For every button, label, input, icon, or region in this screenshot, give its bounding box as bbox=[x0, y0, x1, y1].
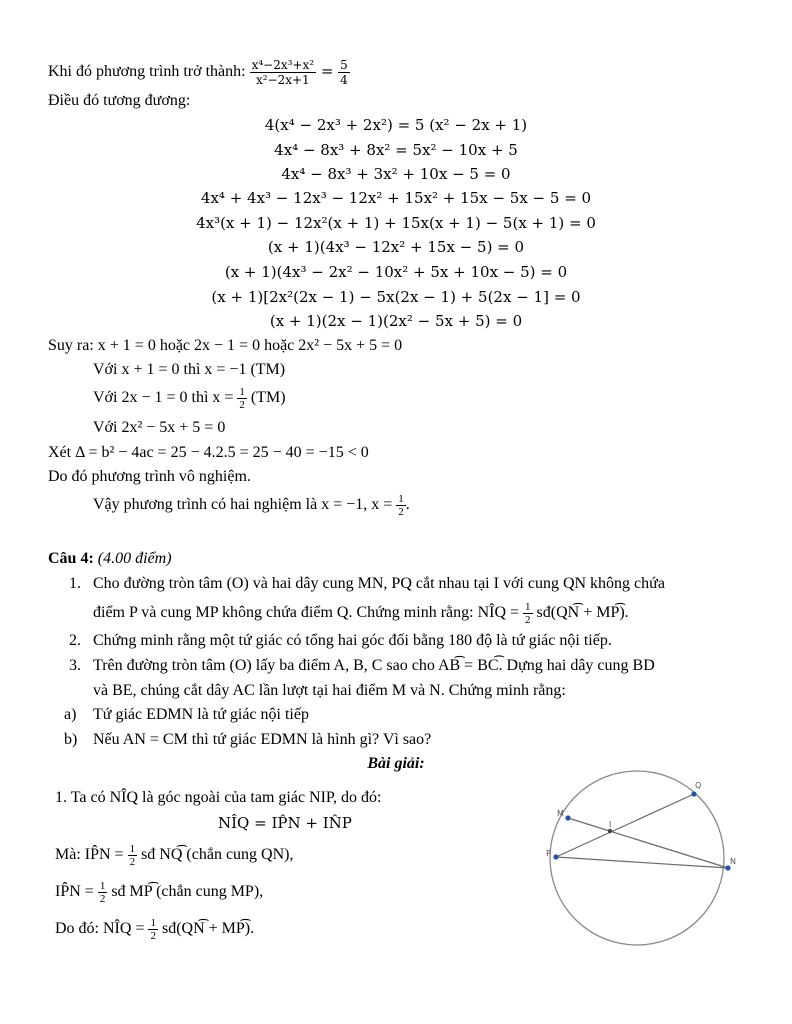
label-p: P bbox=[546, 849, 551, 858]
solution-line-4 bbox=[55, 880, 263, 905]
case-3: Với 2x² − 5x + 5 = 0 bbox=[93, 419, 226, 436]
label-q: Q bbox=[695, 781, 702, 790]
half-den: 2 bbox=[99, 893, 106, 905]
step-4: 4x⁴ + 4x³ − 12x³ − 12x² + 15x² + 15x − 5x − 5 = 0 bbox=[200, 189, 592, 207]
case-1: Với x + 1 = 0 thì x = −1 (TM) bbox=[93, 361, 286, 378]
intro-fraction bbox=[250, 58, 316, 87]
delta-line: Xét Δ = b² − 4ac = 25 − 4.2.5 = 25 − 40 = −15 < 0 bbox=[48, 444, 369, 461]
solution-line-5-tail: sđ(QN͡ + MP͡). bbox=[157, 920, 255, 938]
conclusion-text: Vậy phương trình có hai nghiệm là x = −1, x = bbox=[93, 496, 397, 514]
q4-item-2-line1: Chứng minh rằng một tứ giác có tổng hai góc đối bằng 180 độ là tứ giác nội tiếp. bbox=[93, 632, 612, 649]
q4-item-3-num: 3. bbox=[69, 657, 81, 674]
question-4-header bbox=[48, 549, 172, 569]
q4-item-1-num-bottom: 2 bbox=[525, 614, 531, 626]
q4-item-1-tail: sđ(QN͡ + MP͡). bbox=[532, 604, 629, 622]
case-2-frac bbox=[237, 386, 247, 411]
q4-item-1-frac bbox=[523, 601, 533, 626]
step-8: (x + 1)[2x²(2x − 1) − 5x(2x − 1) + 5(2x − 1] = 0 bbox=[211, 288, 581, 306]
label-n: N bbox=[730, 857, 736, 866]
label-i: I bbox=[609, 820, 612, 829]
q4-item-1-line2 bbox=[93, 601, 629, 626]
solution-line-4-frac bbox=[98, 880, 108, 905]
case-2-den: 2 bbox=[239, 399, 245, 411]
step-7: (x + 1)(4x³ − 2x² − 10x² + 5x + 10x − 5) = 0 bbox=[224, 263, 568, 281]
solution-line-3-text: Mà: IP̂N = bbox=[55, 846, 128, 864]
q4-item-3-line2: và BE, chúng cắt dây AC lần lượt tại hai điểm M và N. Chứng minh rằng: bbox=[93, 682, 566, 699]
intro-rhs-num: 5 bbox=[340, 58, 348, 72]
step-5: 4x³(x + 1) − 12x²(x + 1) + 15x(x + 1) − 5(x + 1) = 0 bbox=[196, 214, 596, 232]
circle-figure bbox=[540, 770, 750, 955]
case-2-text: Với 2x − 1 = 0 thì x = bbox=[93, 389, 238, 407]
solution-line-2: NÎQ = IP̂N + IN̂P bbox=[218, 814, 352, 832]
conclusion-num: 1 bbox=[398, 493, 404, 505]
q4-item-2-num: 2. bbox=[69, 632, 81, 649]
step-9: (x + 1)(2x − 1)(2x² − 5x + 5) = 0 bbox=[269, 312, 523, 330]
conclusion bbox=[93, 493, 410, 518]
no-solution: Do đó phương trình vô nghiệm. bbox=[48, 468, 251, 485]
intro-text: Khi đó phương trình trở thành: bbox=[48, 63, 250, 81]
case-2 bbox=[93, 386, 286, 411]
point-p bbox=[553, 854, 558, 859]
question-points: (4.00 điểm) bbox=[93, 550, 172, 567]
half-den: 2 bbox=[129, 856, 136, 868]
q4-sub-b-num: b) bbox=[64, 731, 78, 748]
q4-item-1-num: 1. bbox=[69, 575, 81, 592]
question-label: Câu 4: bbox=[48, 550, 94, 567]
conclusion-den: 2 bbox=[398, 506, 404, 518]
solution-line-3-frac bbox=[128, 843, 138, 868]
solution-line-3 bbox=[55, 843, 293, 868]
solution-line-5-text: Do đó: NÎQ = bbox=[55, 920, 149, 938]
solution-line-4-tail: sđ MP͡ (chắn cung MP), bbox=[107, 883, 264, 901]
solution-title: Bài giải: bbox=[367, 755, 425, 772]
solution-line-5 bbox=[55, 917, 254, 942]
label-m: M bbox=[557, 809, 564, 818]
point-m bbox=[565, 815, 570, 820]
conclusion-dot: . bbox=[405, 496, 410, 514]
intro-rhs-den: 4 bbox=[340, 73, 348, 87]
suy-ra-line: Suy ra: x + 1 = 0 hoặc 2x − 1 = 0 hoặc 2x² − 5x + 5 = 0 bbox=[48, 337, 403, 354]
point-n bbox=[725, 865, 730, 870]
step-3: 4x⁴ − 8x³ + 3x² + 10x − 5 = 0 bbox=[281, 165, 511, 183]
solution-line-3-tail: sđ NQ͡ (chắn cung QN), bbox=[137, 846, 294, 864]
half-den: 2 bbox=[150, 930, 156, 942]
q4-item-1-line1: Cho đường tròn tâm (O) và hai dây cung MN, PQ cắt nhau tại I với cung QN không chứa bbox=[93, 575, 665, 592]
intro-eq: = bbox=[316, 62, 339, 81]
half-num: 1 bbox=[99, 880, 106, 892]
half-num: 1 bbox=[129, 843, 136, 855]
chord-pq bbox=[556, 794, 694, 857]
q4-sub-b-text: Nếu AN = CM thì tứ giác EDMN là hình gì? Vì sao? bbox=[93, 731, 432, 748]
solution-line-4-text: IP̂N = bbox=[55, 883, 98, 901]
case-2-tm: (TM) bbox=[246, 389, 286, 407]
segment-pn bbox=[556, 857, 728, 868]
conclusion-frac bbox=[396, 493, 406, 518]
q4-item-3-line1: Trên đường tròn tâm (O) lấy ba điểm A, B, C sao cho AB͡ = BC͡. Dựng hai dây cung BD bbox=[93, 657, 655, 674]
equiv-text: Điều đó tương đương: bbox=[48, 92, 191, 109]
q4-sub-a-text: Tứ giác EDMN là tứ giác nội tiếp bbox=[93, 706, 309, 723]
q4-item-1-num-top: 1 bbox=[525, 601, 531, 613]
chord-mn bbox=[568, 818, 728, 868]
solution-line-5-frac bbox=[148, 917, 158, 942]
point-q bbox=[691, 791, 696, 796]
intro-frac-num: x⁴−2x³+x² bbox=[251, 58, 315, 72]
solution-line-1: 1. Ta có NÎQ là góc ngoài của tam giác NIP, do đó: bbox=[55, 789, 382, 806]
q4-item-1-text: điểm P và cung MP không chứa điểm Q. Chứng minh rằng: NÎQ = bbox=[93, 604, 524, 622]
intro-frac-den: x²−2x+1 bbox=[255, 73, 310, 87]
intro-line bbox=[48, 58, 350, 87]
step-6: (x + 1)(4x³ − 12x² + 15x − 5) = 0 bbox=[267, 238, 525, 256]
step-1: 4(x⁴ − 2x³ + 2x²) = 5 (x² − 2x + 1) bbox=[264, 116, 528, 134]
step-2: 4x⁴ − 8x³ + 8x² = 5x² − 10x + 5 bbox=[274, 141, 518, 159]
case-2-num: 1 bbox=[239, 386, 245, 398]
intro-rhs-fraction bbox=[338, 58, 350, 87]
half-num: 1 bbox=[150, 917, 156, 929]
point-i bbox=[608, 829, 612, 833]
q4-sub-a-num: a) bbox=[64, 706, 77, 723]
